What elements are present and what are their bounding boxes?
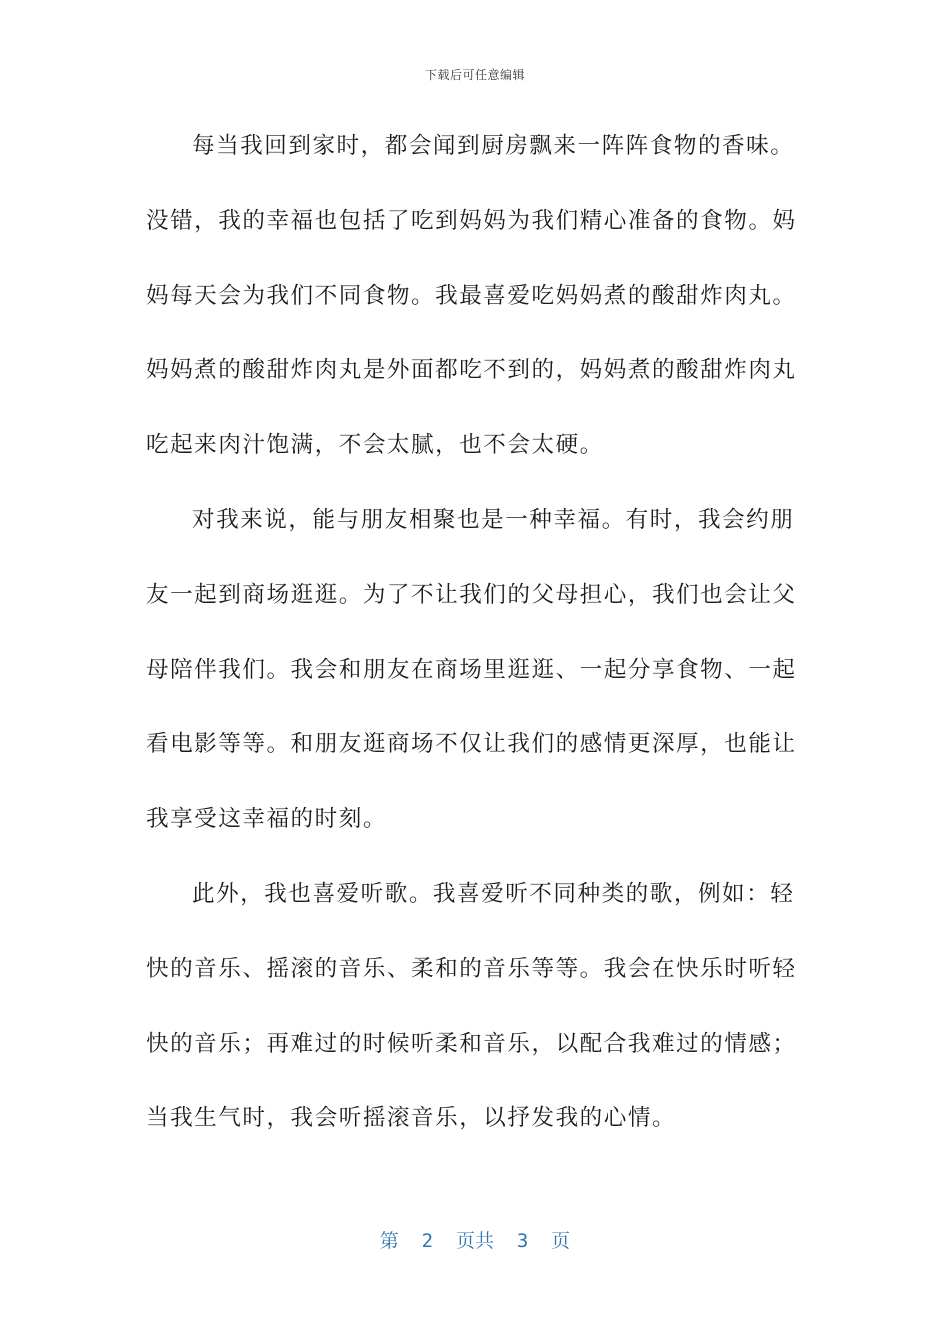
page-header: 下载后可任意编辑: [424, 68, 525, 82]
text-line: 母陪伴我们。我会和朋友在商场里逛逛、一起分享食物、一起: [146, 656, 797, 683]
text-line: 妈每天会为我们不同食物。我最喜爱吃妈妈煮的酸甜炸肉丸。: [146, 282, 797, 309]
text-line: 当我生气时，我会听摇滚音乐，以抒发我的心情。: [146, 1105, 677, 1132]
text-line: 友一起到商场逛逛。为了不让我们的父母担心，我们也会让父: [146, 581, 797, 608]
text-line: 没错，我的幸福也包括了吃到妈妈为我们精心准备的食物。妈: [146, 207, 797, 234]
page-number-footer: 第 2 页共 3 页: [379, 1230, 571, 1252]
text-line: 每当我回到家时，都会闻到厨房飘来一阵阵食物的香味。: [192, 133, 795, 159]
text-line: 吃起来肉汁饱满，不会太腻，也不会太硬。: [146, 432, 604, 459]
text-line: 此外，我也喜爱听歌。我喜爱听不同种类的歌，例如：轻: [192, 880, 795, 907]
document-body: [146, 125, 797, 1172]
text-line: 我享受这幸福的时刻。: [146, 806, 387, 833]
text-line: 快的音乐；再难过的时候听柔和音乐，以配合我难过的情感；: [146, 1030, 797, 1057]
text-line: 看电影等等。和朋友逛商场不仅让我们的感情更深厚，也能让: [146, 731, 797, 758]
text-line: 快的音乐、摇滚的音乐、柔和的音乐等等。我会在快乐时听轻: [146, 955, 797, 982]
text-line: 对我来说，能与朋友相聚也是一种幸福。有时，我会约朋: [192, 506, 795, 533]
text-line: 妈妈煮的酸甜炸肉丸是外面都吃不到的，妈妈煮的酸甜炸肉丸: [146, 357, 797, 384]
